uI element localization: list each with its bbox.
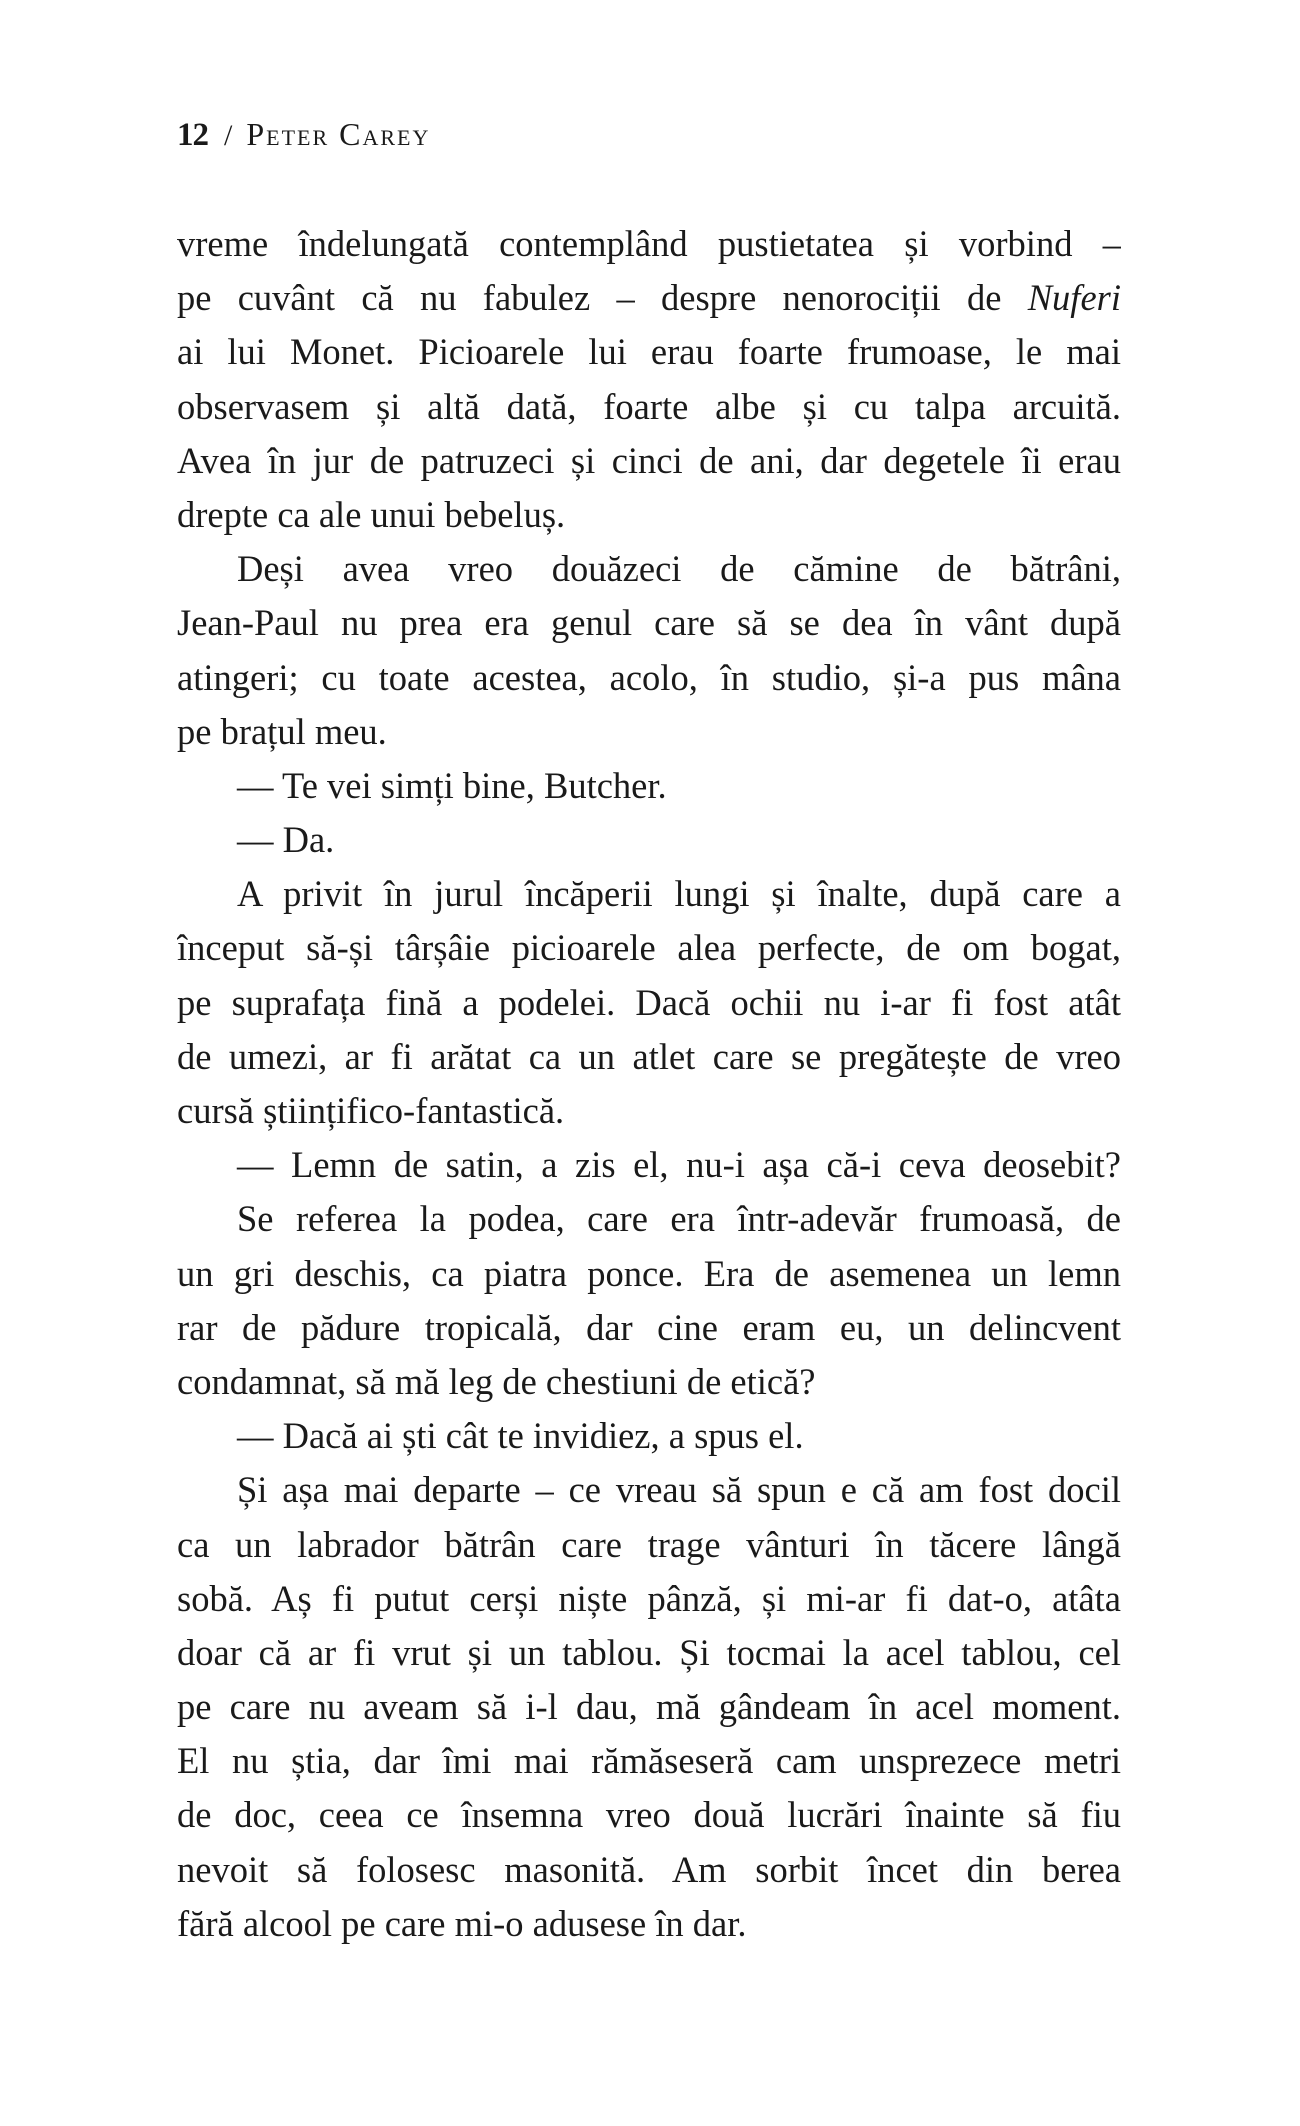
text-line (177, 1247, 1121, 1301)
header-separator: / (224, 119, 233, 152)
line-text: condamnat, să mă leg de chestiuni de etică? (177, 1360, 816, 1402)
text-line (177, 1680, 1121, 1734)
line-text: doar că ar fi vrut și un tablou. Și tocmai la acel tablou, cel (177, 1631, 1121, 1673)
italic-title: Nuferi (1027, 277, 1121, 319)
line-text: pe brațul meu. (177, 710, 387, 752)
text-line (177, 976, 1121, 1030)
text-line (177, 596, 1121, 650)
line-text: drepte ca ale unui bebeluș. (177, 493, 566, 535)
text-line (177, 434, 1121, 488)
line-text: — Da. (237, 819, 335, 861)
line-text: ca un labrador bătrân care trage vânturi în tăcere lângă (177, 1523, 1121, 1565)
line-text: nevoit să folosesc masonită. Am sorbit încet din berea (177, 1848, 1121, 1890)
line-text: sobă. Aș fi putut cerși niște pânză, și mi-ar fi dat-o, atâta (177, 1577, 1121, 1619)
text-line (177, 867, 1121, 921)
line-text: început să-și târșâie picioarele alea perfecte, de om bogat, (177, 927, 1121, 969)
text-line (177, 651, 1121, 705)
text-line (177, 1301, 1121, 1355)
author-name: Peter Carey (246, 116, 431, 152)
text-line (177, 1518, 1121, 1572)
text-line (177, 705, 1121, 759)
line-text: — Dacă ai ști cât te invidiez, a spus el. (237, 1415, 804, 1457)
line-text: El nu știa, dar îmi mai rămăseseră cam unsprezece metri (177, 1740, 1121, 1782)
line-text: atingeri; cu toate acestea, acolo, în studio, și-a pus mâna (177, 656, 1121, 698)
running-header (177, 112, 430, 158)
text-line (177, 1355, 1121, 1409)
text-line (177, 1572, 1121, 1626)
line-text: ai lui Monet. Picioarele lui erau foarte frumoase, le mai (177, 331, 1121, 373)
line-text: — Lemn de satin, a zis el, nu-i așa că-i ceva deosebit? (237, 1144, 1121, 1186)
text-line (177, 1897, 1121, 1951)
text-line (177, 1788, 1121, 1842)
text-line (177, 488, 1121, 542)
text-line (177, 542, 1121, 596)
line-text: pe cuvânt că nu fabulez – despre nenorociții de (177, 277, 1028, 319)
line-text: fără alcool pe care mi-o adusese în dar. (177, 1902, 747, 1944)
text-line (177, 1626, 1121, 1680)
text-line (177, 921, 1121, 975)
line-text: Și așa mai departe – ce vreau să spun e că am fost docil (237, 1469, 1121, 1511)
line-text: A privit în jurul încăperii lungi și înalte, după care a (237, 873, 1121, 915)
text-line (177, 1843, 1121, 1897)
line-text: un gri deschis, ca piatra ponce. Era de asemenea un lemn (177, 1252, 1121, 1294)
line-text: de doc, ceea ce însemna vreo două lucrări înainte să fiu (177, 1794, 1121, 1836)
line-text: pe suprafața fină a podelei. Dacă ochii nu i-ar fi fost atât (177, 981, 1121, 1023)
line-text: pe care nu aveam să i-l dau, mă gândeam în acel moment. (177, 1686, 1121, 1728)
text-line (177, 1463, 1121, 1517)
text-line (177, 813, 1121, 867)
line-text: Deși avea vreo douăzeci de cămine de bătrâni, (237, 548, 1121, 590)
line-text: Jean-Paul nu prea era genul care să se dea în vânt după (177, 602, 1121, 644)
text-line (177, 1084, 1121, 1138)
text-line (177, 1734, 1121, 1788)
text-line (177, 380, 1121, 434)
text-line (177, 759, 1121, 813)
line-text: Se referea la podea, care era într-adevăr frumoasă, de (237, 1198, 1121, 1240)
page-number: 12 (177, 117, 208, 153)
text-line (177, 1409, 1121, 1463)
text-line (177, 217, 1121, 271)
text-line (177, 1030, 1121, 1084)
line-text: cursă științifico-fantastică. (177, 1090, 565, 1131)
line-text: — Te vei simți bine, Butcher. (237, 764, 667, 806)
line-text: rar de pădure tropicală, dar cine eram eu, un delincvent (177, 1306, 1121, 1348)
line-text: Avea în jur de patruzeci și cinci de ani, dar degetele îi erau (177, 439, 1121, 481)
text-line (177, 325, 1121, 379)
text-line (177, 1138, 1121, 1192)
line-text: de umezi, ar fi arătat ca un atlet care se pregătește de vreo (177, 1035, 1121, 1077)
body-text (177, 217, 1121, 1951)
text-line (177, 1192, 1121, 1246)
text-line (177, 271, 1121, 325)
line-text: vreme îndelungată contemplând pustietatea și vorbind – (177, 223, 1121, 264)
line-text: observasem și altă dată, foarte albe și cu talpa arcuită. (177, 385, 1121, 427)
